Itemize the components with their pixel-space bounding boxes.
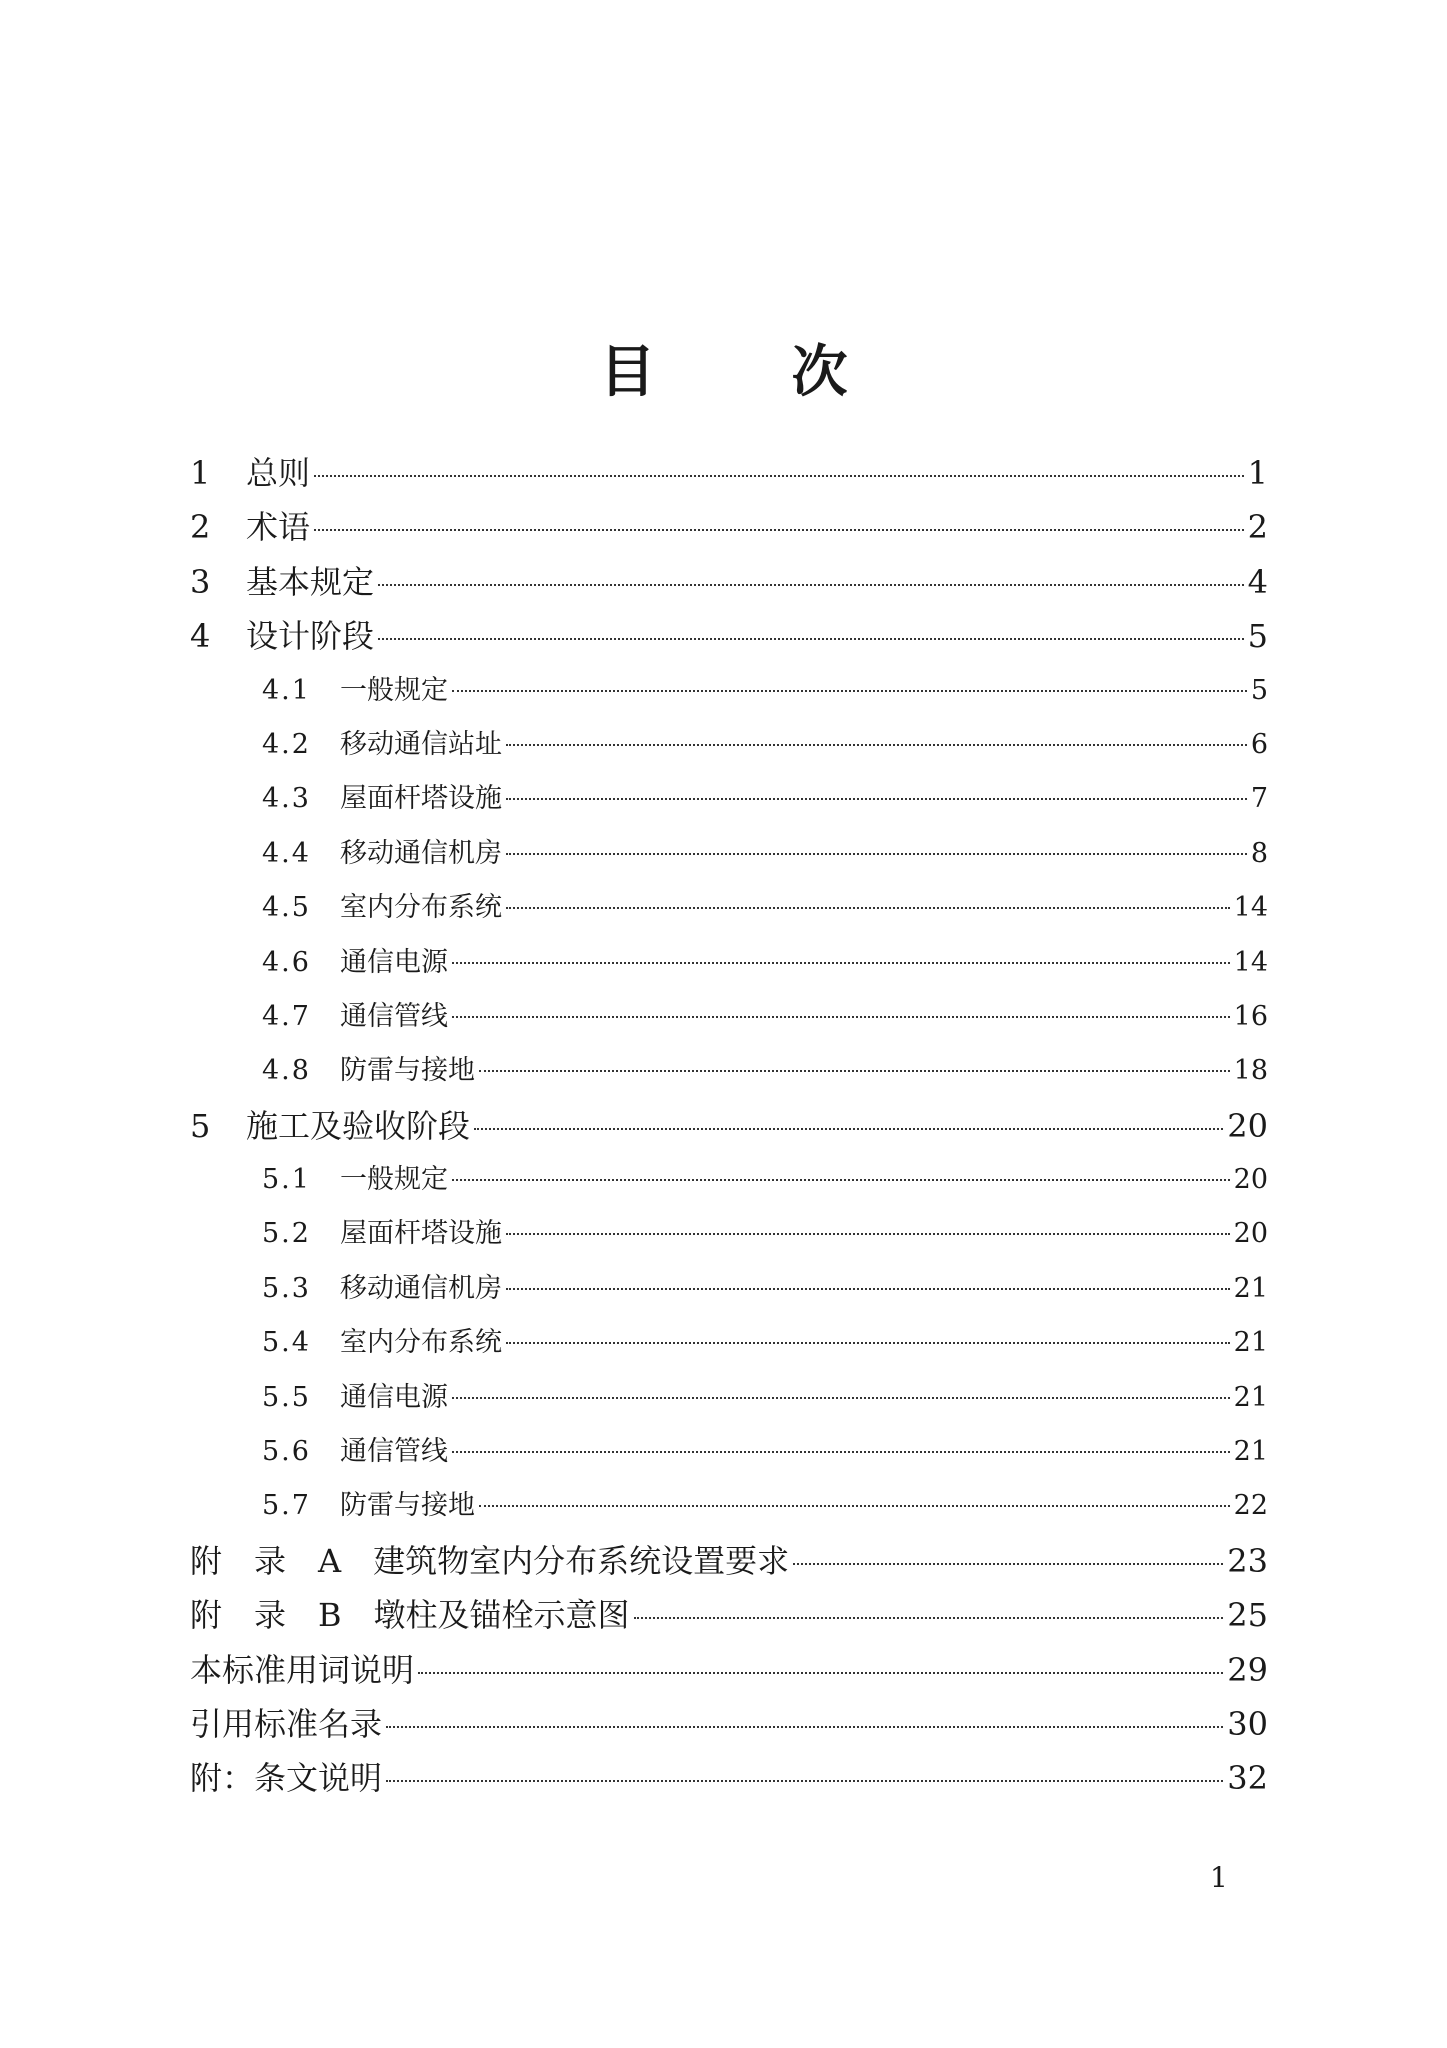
toc-entry-page: 1 [1247, 454, 1268, 492]
toc-entry-number: 5.3 [262, 1272, 311, 1304]
toc-entry-page: 29 [1227, 1650, 1268, 1689]
toc-entry-page: 21 [1233, 1436, 1268, 1468]
toc-dot-leader [418, 1672, 1223, 1674]
toc-entry-page: 20 [1233, 1218, 1268, 1250]
toc-entry-appendix-b[interactable] [190, 1588, 1268, 1642]
toc-dot-leader [479, 1070, 1230, 1072]
toc-entry-5-1[interactable] [190, 1153, 1268, 1207]
toc-entry-number: 2 [190, 508, 211, 547]
toc-dot-leader [452, 1451, 1230, 1453]
toc-entry-title: 附：条文说明 [190, 1759, 383, 1798]
toc-entry-title: 施工及验收阶段 [246, 1106, 471, 1145]
toc-dot-leader [452, 1397, 1230, 1399]
toc-entry-title: 附 录 A 建筑物室内分布系统设置要求 [190, 1541, 790, 1580]
toc-entry-page: 5 [1250, 674, 1268, 706]
toc-dot-leader [452, 1016, 1230, 1018]
toc-entry-page: 25 [1227, 1596, 1268, 1635]
toc-entry-number: 4 [190, 617, 211, 656]
toc-entry-5-5[interactable] [190, 1371, 1268, 1425]
toc-entry-number: 4.2 [262, 728, 311, 760]
toc-entry-page: 14 [1233, 946, 1268, 978]
toc-entry-title: 通信电源 [340, 946, 448, 978]
toc-entry-page: 30 [1227, 1704, 1268, 1743]
toc-dot-leader [386, 1726, 1223, 1728]
toc-entry-number: 1 [190, 454, 211, 492]
toc-entry-4-6[interactable] [190, 936, 1268, 990]
toc-entry-page: 23 [1227, 1541, 1268, 1580]
toc-entry-page: 5 [1247, 617, 1268, 656]
toc-entry-page: 22 [1233, 1490, 1268, 1522]
toc-entry-title: 引用标准名录 [190, 1704, 383, 1743]
toc-entry-title: 总则 [246, 454, 311, 492]
toc-entry-4-1[interactable] [190, 664, 1268, 718]
toc-dot-leader [314, 529, 1244, 531]
toc-entry-page: 21 [1233, 1327, 1268, 1359]
toc-dot-leader [506, 1288, 1230, 1290]
toc-entry-4-8[interactable] [190, 1044, 1268, 1098]
toc-entry-4-4[interactable] [190, 827, 1268, 881]
toc-entry-title: 移动通信机房 [340, 837, 502, 869]
toc-dot-leader [506, 744, 1247, 746]
toc-entry-title: 室内分布系统 [340, 892, 502, 924]
toc-entry-title: 一般规定 [340, 1164, 448, 1196]
toc-entry-number: 5.7 [262, 1490, 311, 1522]
toc-dot-leader [452, 962, 1230, 964]
toc-entry-5-7[interactable] [190, 1479, 1268, 1533]
toc-entry-page: 18 [1233, 1055, 1268, 1087]
toc-entry-page: 32 [1227, 1759, 1268, 1798]
toc-entry-page: 21 [1233, 1272, 1268, 1304]
toc-entry-1[interactable] [190, 446, 1268, 500]
toc-entry-title: 附 录 B 墩柱及锚栓示意图 [190, 1596, 630, 1635]
toc-entry-title: 防雷与接地 [340, 1490, 475, 1522]
toc-entry-4-2[interactable] [190, 718, 1268, 772]
toc-entry-title: 通信管线 [340, 1000, 448, 1032]
toc-entry-title: 防雷与接地 [340, 1055, 475, 1087]
toc-entry-title: 设计阶段 [246, 617, 375, 656]
toc-dot-leader [378, 584, 1244, 586]
toc-entry-wording-explanation[interactable] [190, 1643, 1268, 1697]
toc-entry-page: 21 [1233, 1381, 1268, 1413]
toc-dot-leader [506, 1342, 1230, 1344]
toc-entry-4-5[interactable] [190, 881, 1268, 935]
toc-entry-number: 3 [190, 562, 211, 601]
toc-entry-number: 4.1 [262, 674, 311, 706]
table-of-contents [190, 446, 1268, 1806]
toc-entry-title: 屋面杆塔设施 [340, 1218, 502, 1250]
toc-entry-title: 通信管线 [340, 1436, 448, 1468]
toc-entry-number: 5.5 [262, 1381, 311, 1413]
toc-entry-5-2[interactable] [190, 1207, 1268, 1261]
toc-entry-number: 4.5 [262, 892, 311, 924]
toc-entry-appendix-a[interactable] [190, 1534, 1268, 1588]
toc-entry-page: 14 [1233, 892, 1268, 924]
toc-dot-leader [452, 690, 1247, 692]
toc-dot-leader [474, 1128, 1223, 1130]
toc-entry-number: 5.4 [262, 1327, 311, 1359]
toc-entry-number: 4.3 [262, 783, 311, 815]
toc-entry-5-3[interactable] [190, 1262, 1268, 1316]
toc-entry-number: 4.4 [262, 837, 311, 869]
toc-dot-leader [506, 907, 1230, 909]
toc-entry-title: 移动通信机房 [340, 1272, 502, 1304]
toc-entry-number: 5.6 [262, 1436, 311, 1468]
toc-dot-leader [506, 1233, 1230, 1235]
toc-entry-5-4[interactable] [190, 1316, 1268, 1370]
toc-entry-2[interactable] [190, 500, 1268, 554]
toc-entry-title: 本标准用词说明 [190, 1650, 415, 1689]
toc-entry-4-3[interactable] [190, 772, 1268, 826]
toc-dot-leader [452, 1179, 1230, 1181]
toc-entry-page: 16 [1233, 1000, 1268, 1032]
toc-entry-title: 术语 [246, 508, 311, 547]
toc-dot-leader [634, 1617, 1224, 1619]
toc-dot-leader [479, 1505, 1230, 1507]
toc-entry-page: 4 [1247, 562, 1268, 601]
toc-dot-leader [386, 1780, 1223, 1782]
toc-entry-number: 5.1 [262, 1164, 311, 1196]
toc-dot-leader [378, 638, 1244, 640]
toc-entry-number: 5 [190, 1106, 211, 1145]
toc-entry-number: 4.7 [262, 1000, 311, 1032]
toc-entry-clause-explanation[interactable] [190, 1751, 1268, 1805]
toc-dot-leader [314, 475, 1244, 477]
toc-dot-leader [793, 1563, 1223, 1565]
toc-entry-5-6[interactable] [190, 1425, 1268, 1479]
toc-entry-title: 屋面杆塔设施 [340, 783, 502, 815]
toc-entry-title: 一般规定 [340, 674, 448, 706]
toc-entry-referenced-standards[interactable] [190, 1697, 1268, 1751]
toc-entry-page: 2 [1247, 508, 1268, 547]
toc-dot-leader [506, 853, 1247, 855]
toc-entry-3[interactable] [190, 555, 1268, 609]
toc-entry-number: 4.6 [262, 946, 311, 978]
toc-entry-5[interactable] [190, 1099, 1268, 1153]
toc-entry-title: 基本规定 [246, 562, 375, 601]
toc-entry-4[interactable] [190, 609, 1268, 663]
page-title: 目 次 [599, 339, 888, 405]
toc-entry-4-7[interactable] [190, 990, 1268, 1044]
toc-dot-leader [506, 798, 1247, 800]
toc-entry-number: 5.2 [262, 1218, 311, 1250]
toc-entry-page: 20 [1233, 1164, 1268, 1196]
toc-entry-page: 20 [1227, 1106, 1268, 1145]
toc-entry-title: 室内分布系统 [340, 1327, 502, 1359]
page-number: 1 [1210, 1861, 1228, 1894]
toc-entry-page: 8 [1250, 837, 1268, 869]
toc-entry-page: 6 [1250, 728, 1268, 760]
toc-entry-title: 通信电源 [340, 1381, 448, 1413]
toc-entry-title: 移动通信站址 [340, 728, 502, 760]
toc-entry-page: 7 [1250, 783, 1268, 815]
toc-entry-number: 4.8 [262, 1055, 311, 1087]
